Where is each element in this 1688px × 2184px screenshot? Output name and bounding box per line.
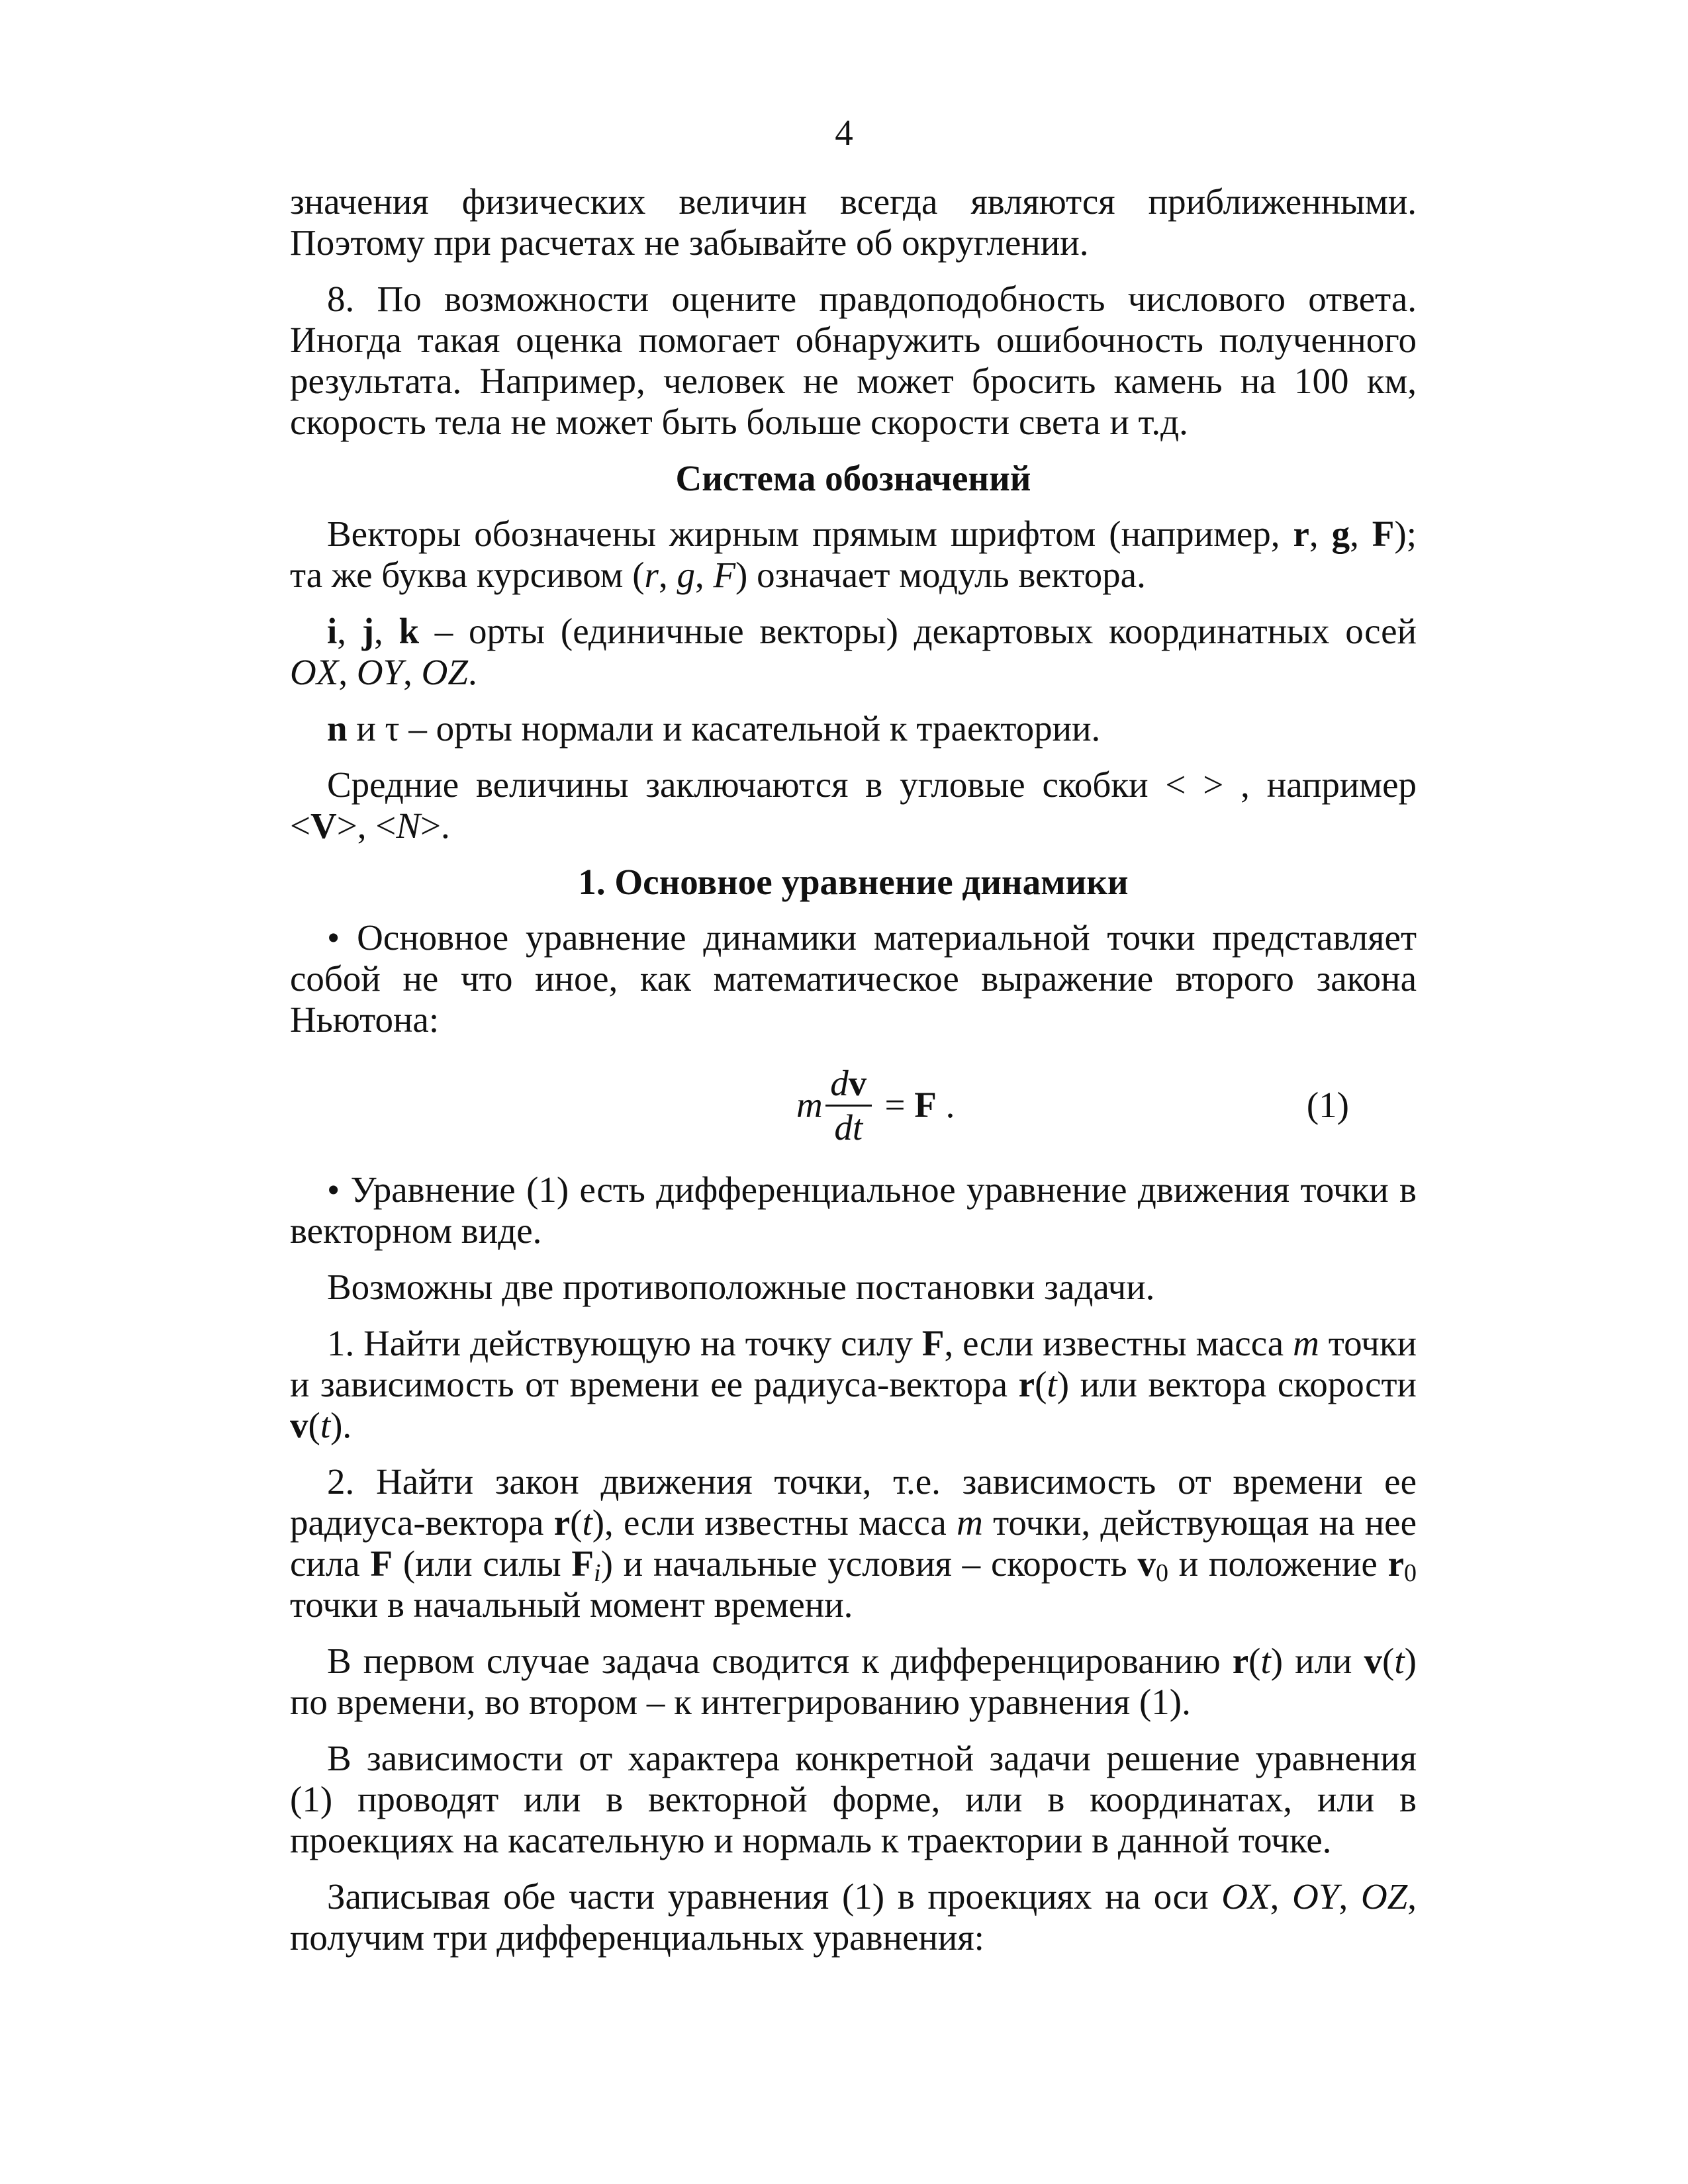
derivative-fraction (825, 1062, 872, 1149)
fraction-numerator: dv (830, 1062, 867, 1103)
paragraph-problem-2: 2. Найти закон движения точки, т.е. зависимость от времени ее радиуса-вектора r(t), если известны масса m точки, действующая на нее сила F (или силы $F_i$) и начальные условия – скорость $v_0$ и положение $r_0$ точки в начальный момент времени. (290, 1461, 1417, 1625)
force-symbol: F (914, 1085, 937, 1125)
equation-number: (1) (1306, 1085, 1349, 1125)
mass-symbol: m (796, 1085, 823, 1125)
paragraph-differential-equation: • Уравнение (1) есть дифференциальное уравнение движения точки в векторном виде. (290, 1169, 1417, 1251)
paragraph-first-case: В первом случае задача сводится к дифференцированию r(t) или v(t) по времени, во втором – к интегрированию уравнения (1). (290, 1641, 1417, 1722)
equation-1 (290, 1056, 1417, 1155)
paragraph-vectors: Векторы обозначены жирным прямым шрифтом (например, r, g, F); та же буква курсивом (r, g, F) означает модуль вектора. (290, 514, 1417, 595)
paragraph-newton-law: • Основное уравнение динамики материальной точки представляет собой не что иное, как математическое выражение второго закона Ньютона: (290, 917, 1417, 1040)
paragraph-averages: Средние величины заключаются в угловые скобки < > , например <V>, <N>. (290, 764, 1417, 846)
fraction-denominator: dt (834, 1107, 863, 1148)
equation-body (796, 1056, 955, 1155)
heading-notation: Система обозначений (675, 458, 1031, 498)
equals-sign: = (875, 1085, 915, 1125)
paragraph-estimate-answer: 8. По возможности оцените правдоподобность числового ответа. Иногда такая оценка помогает обнаружить ошибочность полученного результата. Например, человек не может бросить камень на 100 км, скорость тела не может быть больше скорости света и т.д. (290, 279, 1417, 442)
paragraph-problem-1: 1. Найти действующую на точку силу F, если известны масса m точки и зависимость от времени ее радиуса-вектора r(t) или вектора скорости v(t). (290, 1323, 1417, 1445)
paragraph-projections: Записывая обе части уравнения (1) в проекциях на оси OX, OY, OZ, получим три дифференциальных уравнения: (290, 1876, 1417, 1958)
heading-dynamics-equation: 1. Основное уравнение динамики (578, 862, 1129, 902)
page-number: 4 (835, 113, 853, 153)
paragraph-solution-forms: В зависимости от характера конкретной задачи решение уравнения (1) проводят или в векторной форме, или в координатах, или в проекциях на касательную и нормаль к траектории в данной точке. (290, 1738, 1417, 1860)
page-content (290, 181, 1417, 1974)
paragraph-rounding: значения физических величин всегда являются приближенными. Поэтому при расчетах не забывайте об округлении. (290, 181, 1417, 263)
paragraph-unit-vectors: i, j, k – орты (единичные векторы) декартовых координатных осей OX, OY, OZ. (290, 611, 1417, 692)
paragraph-two-problems: Возможны две противоположные постановки задачи. (327, 1267, 1155, 1307)
paragraph-normal-tangent: n и τ – орты нормали и касательной к траектории. (327, 708, 1101, 749)
equation-period: . (936, 1085, 955, 1125)
